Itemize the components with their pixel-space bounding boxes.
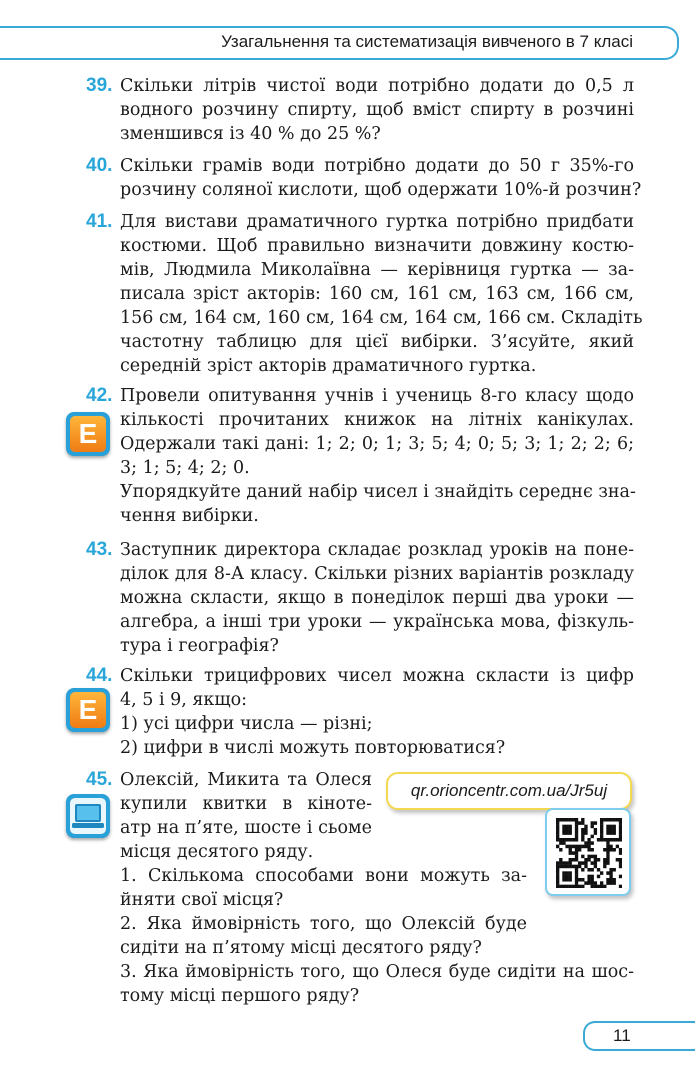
qr-module (556, 871, 559, 875)
qr-module (562, 838, 565, 842)
qr-module (581, 831, 584, 835)
problem-line: розчину соляної кислоти, щоб одержати 10%-й розчин? (120, 180, 642, 200)
qr-module (619, 835, 622, 839)
problem-line: атр на п’яте, шосте і сьоме (120, 818, 372, 838)
qr-module (591, 848, 594, 852)
qr-module (609, 818, 612, 822)
problem-line: ділок для 8-А класу. Скільки різних варіантів розкладу (120, 564, 634, 584)
qr-module (572, 885, 575, 888)
qr-module (565, 878, 568, 882)
qr-module (572, 858, 575, 862)
qr-module (591, 878, 594, 882)
qr-module (587, 848, 590, 852)
problem-line: можна скласти, якщо в понеділок перші два уроки — (120, 588, 634, 608)
problem-number: 44. (86, 665, 113, 686)
problem-line: середній зріст акторів драматичного гуртка. (120, 356, 537, 376)
qr-module (575, 855, 578, 859)
problem-42 (86, 384, 634, 528)
qr-module (569, 861, 572, 865)
qr-module (575, 848, 578, 852)
qr-module (619, 838, 622, 842)
qr-module (597, 875, 600, 879)
problem-line: алгебра, а інші три уроки — українська мова, фізкуль- (120, 612, 634, 632)
qr-module (587, 858, 590, 862)
qr-module (578, 821, 581, 825)
problem-44 (86, 664, 634, 760)
qr-module (578, 861, 581, 865)
qr-module (565, 875, 568, 879)
qr-module (581, 818, 584, 822)
problem-43 (86, 538, 634, 658)
qr-module (600, 818, 603, 822)
qr-module (562, 861, 565, 865)
qr-module (606, 818, 609, 822)
qr-module (556, 825, 559, 829)
e-letter-label: E (70, 416, 106, 452)
qr-module (578, 848, 581, 852)
qr-module (606, 858, 609, 862)
problem-number: 39. (86, 75, 113, 96)
qr-module (575, 881, 578, 885)
qr-module (609, 838, 612, 842)
problem-line: тому місці першого ряду? (120, 986, 360, 1006)
qr-module (609, 825, 612, 829)
qr-module (575, 868, 578, 872)
qr-module (619, 875, 622, 879)
qr-module (578, 885, 581, 888)
problem-line: 3. Яка ймовірність того, що Олеся буде сидіти на шос- (120, 962, 634, 982)
qr-module (569, 851, 572, 855)
qr-module (569, 858, 572, 862)
qr-module (569, 875, 572, 879)
qr-module (609, 848, 612, 852)
qr-module (581, 828, 584, 832)
header-bar (0, 26, 679, 60)
qr-module (600, 835, 603, 839)
qr-module (575, 845, 578, 849)
qr-module (572, 851, 575, 855)
qr-module (575, 878, 578, 882)
qr-module (556, 838, 559, 842)
qr-module (591, 821, 594, 825)
qr-module (581, 885, 584, 888)
qr-module (562, 831, 565, 835)
qr-module (562, 871, 565, 875)
qr-module (562, 875, 565, 879)
qr-module (584, 825, 587, 829)
problem-line: водного розчину спирту, щоб вміст спирту в розчині (120, 100, 634, 120)
qr-module (559, 858, 562, 862)
qr-module (565, 861, 568, 865)
qr-module (575, 828, 578, 832)
problem-line: 1. Скількома способами вони можуть за- (120, 866, 527, 886)
qr-module (600, 831, 603, 835)
qr-module (597, 868, 600, 872)
qr-link[interactable]: qr.orioncentr.com.ua/Jr5uj (386, 772, 632, 810)
qr-module (613, 881, 616, 885)
qr-module (609, 831, 612, 835)
qr-module (606, 845, 609, 849)
qr-module (575, 865, 578, 869)
qr-module (556, 868, 559, 872)
problem-39 (86, 74, 634, 146)
qr-module (609, 871, 612, 875)
qr-module (556, 878, 559, 882)
qr-module (594, 828, 597, 832)
problem-line: 4, 5 і 9, якщо: (120, 690, 248, 710)
qr-module (559, 818, 562, 822)
e-letter-label: E (70, 692, 106, 728)
qr-module (559, 838, 562, 842)
qr-module (581, 838, 584, 842)
qr-module (584, 841, 587, 845)
qr-module (603, 865, 606, 869)
qr-module (619, 858, 622, 862)
qr-module (562, 865, 565, 869)
qr-module (594, 831, 597, 835)
qr-module (581, 861, 584, 865)
qr-module (565, 865, 568, 869)
problem-line: кількості прочитаних книжок на літніх канікулах. (120, 410, 634, 430)
qr-module (594, 855, 597, 859)
problem-line: Олексій, Микита та Олеся (120, 770, 372, 790)
problem-line: мів, Людмила Миколаївна — керівниця гуртка — за- (120, 260, 634, 280)
qr-module (609, 875, 612, 879)
qr-module (603, 861, 606, 865)
qr-module (562, 878, 565, 882)
qr-module (603, 885, 606, 888)
qr-module (565, 885, 568, 888)
qr-module (572, 838, 575, 842)
qr-module (556, 828, 559, 832)
qr-module (619, 831, 622, 835)
qr-module (600, 825, 603, 829)
qr-module (597, 838, 600, 842)
qr-module (584, 858, 587, 862)
qr-module (613, 828, 616, 832)
qr-module (616, 845, 619, 849)
qr-module (619, 818, 622, 822)
qr-module (562, 828, 565, 832)
qr-module (581, 878, 584, 882)
qr-module (600, 828, 603, 832)
qr-module (597, 858, 600, 862)
problem-line: чення вибірки. (120, 506, 259, 526)
qr-module (575, 871, 578, 875)
qr-module (609, 868, 612, 872)
qr-module (606, 851, 609, 855)
qr-module (584, 831, 587, 835)
qr-module (594, 821, 597, 825)
qr-module (591, 885, 594, 888)
qr-module (584, 881, 587, 885)
qr-module (591, 825, 594, 829)
qr-module (559, 885, 562, 888)
problem-line: тура і географія? (120, 636, 279, 656)
qr-module (578, 845, 581, 849)
qr-module (572, 818, 575, 822)
problem-number: 40. (86, 155, 113, 176)
problem-number: 42. (86, 385, 113, 406)
qr-module (565, 825, 568, 829)
qr-module (559, 841, 562, 845)
qr-module (556, 818, 559, 822)
problem-line: 3; 1; 5; 4; 2; 0. (120, 458, 250, 478)
qr-module (584, 861, 587, 865)
qr-module (619, 865, 622, 869)
problem-line: зменшився із 40 % до 25 %? (120, 124, 381, 144)
qr-module (606, 878, 609, 882)
problem-line: Одержали такі дані: 1; 2; 0; 1; 3; 5; 4; 0; 5; 3; 1; 2; 2; 6; (120, 434, 634, 454)
qr-module (619, 821, 622, 825)
qr-module (562, 825, 565, 829)
qr-module (603, 848, 606, 852)
qr-module (581, 845, 584, 849)
qr-module (587, 841, 590, 845)
problem-line: Провели опитування учнів і учениць 8-го класу щодо (120, 386, 634, 406)
qr-module (565, 828, 568, 832)
qr-module (606, 828, 609, 832)
qr-module (609, 828, 612, 832)
qr-module (591, 841, 594, 845)
qr-module (575, 835, 578, 839)
problem-line: йняти свої місця? (120, 890, 284, 910)
qr-module (606, 871, 609, 875)
qr-module (578, 878, 581, 882)
qr-module (591, 835, 594, 839)
qr-module (609, 878, 612, 882)
qr-module (581, 821, 584, 825)
qr-module (575, 851, 578, 855)
problem-line: Для вистави драматичного гуртка потрібно придбати (120, 212, 634, 232)
problem-line: 2. Яка ймовірність того, що Олексій буде (120, 914, 527, 934)
problem-line: Упорядкуйте даний набір чисел і знайдіть середнє зна- (120, 482, 636, 502)
qr-module (587, 868, 590, 872)
qr-module (603, 818, 606, 822)
qr-module (616, 838, 619, 842)
qr-module (609, 881, 612, 885)
qr-module (619, 861, 622, 865)
problem-line: 1) усі цифри числа — різні; (120, 714, 373, 734)
qr-module (559, 865, 562, 869)
qr-module (556, 861, 559, 865)
qr-module (575, 821, 578, 825)
qr-module (613, 878, 616, 882)
qr-module (569, 885, 572, 888)
qr-module (587, 855, 590, 859)
qr-module (559, 861, 562, 865)
qr-module (600, 881, 603, 885)
qr-module (619, 851, 622, 855)
qr-module (613, 825, 616, 829)
problem-line: костюми. Щоб правильно визначити довжину костю- (120, 236, 634, 256)
qr-module (591, 861, 594, 865)
qr-module (584, 845, 587, 849)
qr-module (569, 831, 572, 835)
problem-line: місця десятого ряду. (120, 842, 314, 862)
qr-module (597, 885, 600, 888)
qr-module (575, 818, 578, 822)
problem-number: 45. (86, 769, 113, 790)
qr-module (613, 868, 616, 872)
qr-module (569, 818, 572, 822)
qr-module (581, 868, 584, 872)
qr-module (584, 828, 587, 832)
qr-module (569, 845, 572, 849)
qr-module (587, 881, 590, 885)
qr-module (609, 845, 612, 849)
qr-module (594, 865, 597, 869)
problem-line: Заступник директора складає розклад уроків на поне- (120, 540, 634, 560)
problem-line: Скільки грамів води потрібно додати до 50 г 35%-го (120, 156, 634, 176)
qr-module (565, 871, 568, 875)
problem-number: 41. (86, 211, 113, 232)
qr-module (556, 881, 559, 885)
qr-module (587, 875, 590, 879)
qr-module (556, 821, 559, 825)
qr-module (613, 848, 616, 852)
qr-module (569, 871, 572, 875)
problem-line: Скільки трицифрових чисел можна скласти із цифр (120, 666, 634, 686)
qr-module (565, 831, 568, 835)
qr-module (556, 885, 559, 888)
qr-module (619, 848, 622, 852)
qr-module (569, 878, 572, 882)
qr-module (562, 885, 565, 888)
qr-module (581, 835, 584, 839)
qr-module (619, 885, 622, 888)
qr-module (587, 838, 590, 842)
page-number: 11 (613, 1026, 631, 1045)
qr-module (578, 865, 581, 869)
qr-module (600, 838, 603, 842)
qr-module (581, 855, 584, 859)
qr-module (575, 831, 578, 835)
problem-number: 43. (86, 539, 113, 560)
qr-module (591, 855, 594, 859)
problem-41 (86, 210, 643, 378)
qr-module (569, 848, 572, 852)
qr-module (594, 861, 597, 865)
problem-line: 2) цифри в числі можуть повторюватися? (120, 738, 506, 758)
qr-module (565, 818, 568, 822)
qr-module (565, 838, 568, 842)
qr-module (584, 865, 587, 869)
qr-module (606, 831, 609, 835)
qr-module (594, 885, 597, 888)
qr-module (575, 825, 578, 829)
qr-module (556, 875, 559, 879)
qr-module (556, 865, 559, 869)
qr-module (606, 861, 609, 865)
problem-45 (86, 768, 386, 864)
qr-module (591, 875, 594, 879)
qr-module (562, 841, 565, 845)
page-header-title: Узагальнення та систематизація вивченого в 7 класі (221, 32, 633, 51)
qr-module (569, 828, 572, 832)
qr-code-icon[interactable] (545, 808, 631, 896)
qr-module (603, 858, 606, 862)
qr-module (594, 881, 597, 885)
qr-module (572, 865, 575, 869)
qr-module (619, 825, 622, 829)
qr-module (565, 845, 568, 849)
qr-module (591, 868, 594, 872)
problem-line: сидіти на п’ятому місці десятого ряду? (120, 938, 482, 958)
qr-module (606, 881, 609, 885)
qr-module (606, 841, 609, 845)
qr-module (606, 848, 609, 852)
problem-line: Скільки літрів чистої води потрібно додати до 0,5 л (120, 76, 634, 96)
qr-module (575, 838, 578, 842)
problem-line: частотну таблицю для цієї вибірки. З’ясуйте, який (120, 332, 634, 352)
qr-module (569, 865, 572, 869)
qr-module (606, 855, 609, 859)
qr-module (613, 818, 616, 822)
qr-module (616, 818, 619, 822)
qr-module (575, 875, 578, 879)
page-number-tab (583, 1021, 695, 1051)
qr-module (616, 858, 619, 862)
qr-module (587, 845, 590, 849)
qr-module (587, 878, 590, 882)
qr-code-graphic (556, 818, 622, 888)
qr-module (575, 885, 578, 888)
qr-module (619, 828, 622, 832)
problem-line: купили квитки в кіноте- (120, 794, 372, 814)
qr-module (556, 845, 559, 849)
qr-module (613, 838, 616, 842)
problem-line: писала зріст акторів: 160 см, 161 см, 163 см, 166 см, (120, 284, 634, 304)
qr-module (600, 821, 603, 825)
qr-module (559, 848, 562, 852)
qr-module (600, 885, 603, 888)
qr-module (594, 858, 597, 862)
qr-module (569, 825, 572, 829)
qr-module (606, 825, 609, 829)
problem-line: 156 см, 164 см, 160 см, 164 см, 164 см, 166 см. Складіть (120, 308, 643, 328)
qr-module (556, 831, 559, 835)
qr-module (572, 845, 575, 849)
qr-module (575, 858, 578, 862)
qr-module (603, 838, 606, 842)
qr-module (569, 838, 572, 842)
qr-module (556, 835, 559, 839)
qr-module (562, 818, 565, 822)
qr-module (613, 831, 616, 835)
qr-module (591, 881, 594, 885)
problem-40 (86, 154, 642, 202)
qr-module (600, 871, 603, 875)
qr-module (606, 838, 609, 842)
